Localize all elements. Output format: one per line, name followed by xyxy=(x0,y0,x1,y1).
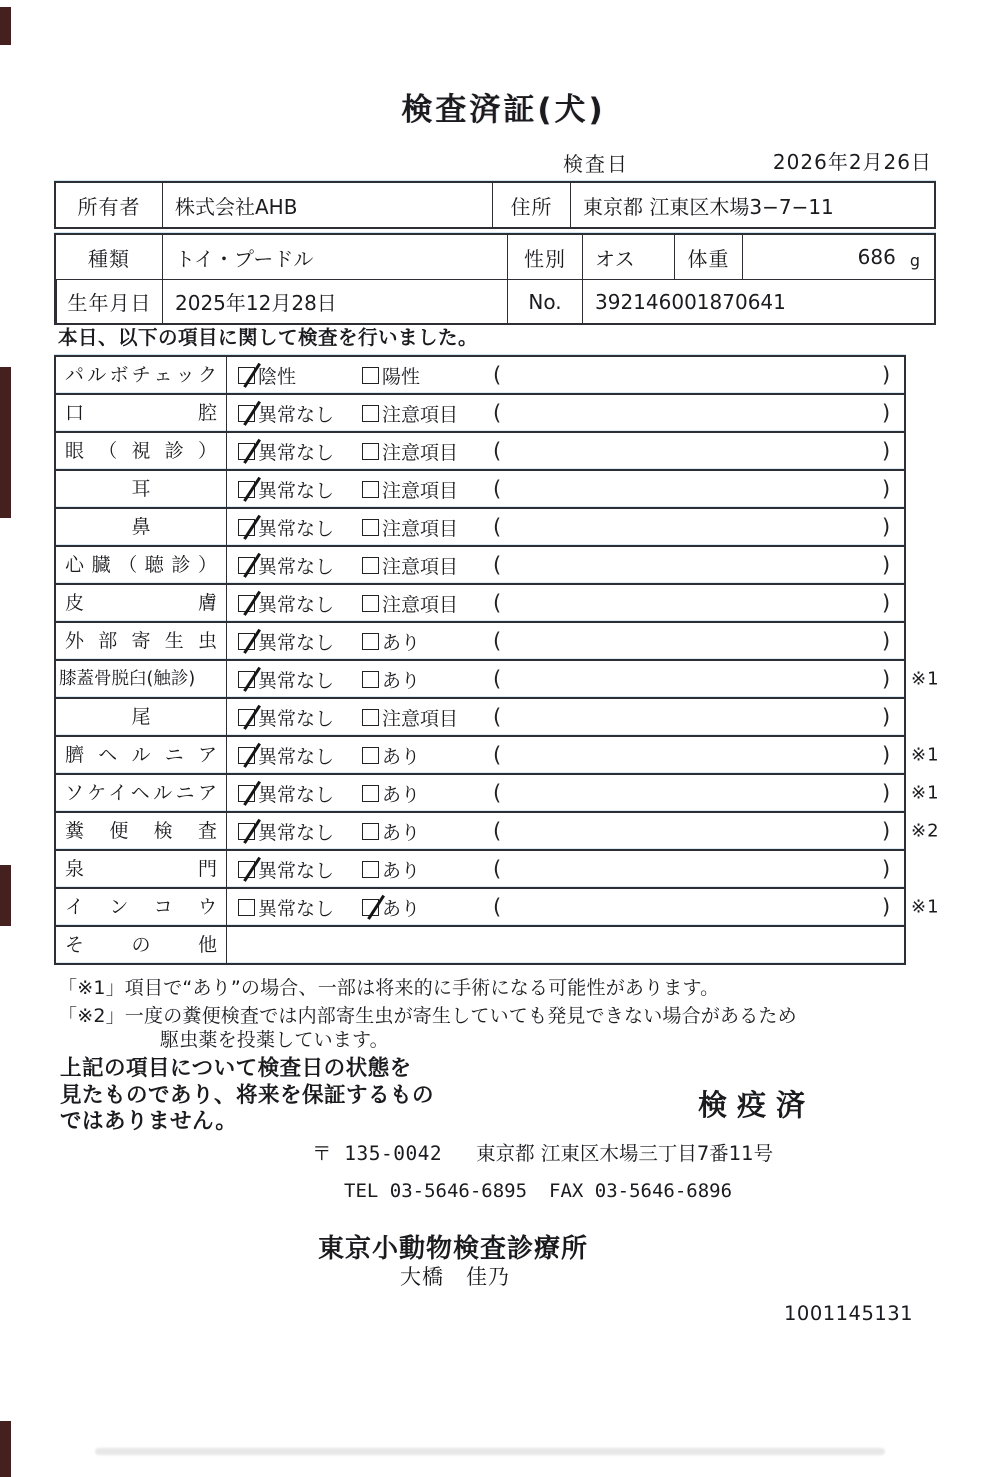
checklist-item-label: 耳 xyxy=(56,471,227,507)
checkbox-option1 xyxy=(238,633,255,650)
checklist-item-label: 鼻 xyxy=(56,509,227,545)
clinic-address: 東京都 江東区木場三丁目7番11号 xyxy=(476,1142,774,1165)
checkbox-option2 xyxy=(362,405,379,422)
serial-number: 1001145131 xyxy=(784,1302,914,1325)
paren-close-mark: ) xyxy=(882,743,891,767)
info-table xyxy=(54,233,936,325)
veterinarian-name: 大橋 佳乃 xyxy=(400,1265,510,1289)
checkbox-option2 xyxy=(362,899,379,916)
paren-open-mark: ( xyxy=(493,819,502,843)
checkbox-option1 xyxy=(238,405,255,422)
paren-open-mark: ( xyxy=(493,363,502,387)
paren-open-mark: ( xyxy=(493,857,502,881)
paren-open-mark: ( xyxy=(493,515,502,539)
weight-unit: g xyxy=(909,250,920,270)
checklist-row xyxy=(56,431,904,469)
checkbox-option2 xyxy=(362,519,379,536)
paren-open-mark: ( xyxy=(493,401,502,425)
paren-close-mark: ) xyxy=(882,401,891,425)
paren-close-mark: ) xyxy=(882,857,891,881)
disclaimer-line-3: ではありません。 xyxy=(60,1109,238,1134)
checkbox-option2 xyxy=(362,785,379,802)
intro-text: 本日、以下の項目に関して検査を行いました。 xyxy=(58,326,479,349)
quarantine-stamp: 検疫済 xyxy=(698,1088,816,1122)
paren-close-mark: ) xyxy=(882,439,891,463)
footnote-ref: ※1 xyxy=(911,782,940,804)
checkbox-option2 xyxy=(362,747,379,764)
checklist-row xyxy=(56,925,904,963)
inspection-date-label: 検査日 xyxy=(563,152,629,176)
checkbox-option1 xyxy=(238,823,255,840)
no-label: No. xyxy=(507,279,582,323)
checklist-item-label: ソケイヘルニア xyxy=(56,775,227,811)
checklist-item-label: 皮膚 xyxy=(56,585,227,621)
checkbox-option1 xyxy=(238,367,255,384)
option2-label: 注意項目 xyxy=(382,441,459,464)
paren-close-mark: ) xyxy=(882,667,891,691)
checklist-item-label: 臍ヘルニア xyxy=(56,737,227,773)
checklist-item-options xyxy=(227,813,940,849)
birth-label: 生年月日 xyxy=(56,279,162,323)
option2-label: あり xyxy=(382,669,421,692)
option2-label: あり xyxy=(382,783,421,806)
checklist-row xyxy=(56,773,940,811)
checkbox-option2 xyxy=(362,823,379,840)
option1-label: 異常なし xyxy=(258,593,335,616)
checklist-item-options xyxy=(227,623,904,659)
paren-open-mark: ( xyxy=(493,477,502,501)
checkbox-option1 xyxy=(238,443,255,460)
address-label: 住所 xyxy=(492,183,570,227)
checklist-item-options xyxy=(227,775,940,811)
checkbox-option2 xyxy=(362,557,379,574)
checkbox-option2 xyxy=(362,861,379,878)
checkbox-option1 xyxy=(238,557,255,574)
paren-open-mark: ( xyxy=(493,439,502,463)
checklist-item-options xyxy=(227,889,940,925)
checkbox-option1 xyxy=(238,861,255,878)
footnote-ref: ※1 xyxy=(911,896,940,918)
checkbox-option2 xyxy=(362,633,379,650)
inspection-date-value: 2026年2月26日 xyxy=(772,150,932,174)
checklist-item-options xyxy=(227,851,904,887)
checklist-item-options xyxy=(227,661,940,697)
scan-artifact xyxy=(0,865,11,926)
option2-label: 注意項目 xyxy=(382,593,459,616)
checklist-item-options xyxy=(227,433,904,469)
option1-label: 異常なし xyxy=(258,479,335,502)
footnote-ref: ※2 xyxy=(911,820,940,842)
option1-label: 異常なし xyxy=(258,859,335,882)
paren-open-mark: ( xyxy=(493,667,502,691)
checklist-item-label: 尾 xyxy=(56,699,227,735)
checkbox-option2 xyxy=(362,443,379,460)
checklist-item-label: 膝蓋骨脱臼(触診) xyxy=(56,661,227,697)
breed-value: トイ・プードル xyxy=(162,235,507,279)
checklist-item-options xyxy=(227,737,940,773)
checklist-item-options xyxy=(227,927,904,963)
checklist-row xyxy=(56,583,904,621)
paren-close-mark: ) xyxy=(882,363,891,387)
checklist-item-label: インコウ xyxy=(56,889,227,925)
checklist-item-label: 口腔 xyxy=(56,395,227,431)
option2-label: あり xyxy=(382,745,421,768)
clinic-contact-line xyxy=(344,1180,732,1202)
checkbox-option2 xyxy=(362,367,379,384)
footnote-ref: ※1 xyxy=(911,668,940,690)
breed-label: 種類 xyxy=(88,246,130,271)
paren-close-mark: ) xyxy=(882,591,891,615)
footnote-1: 「※1」項目で“あり”の場合、一部は将来的に手術になる可能性があります。 xyxy=(58,977,720,999)
paren-close-mark: ) xyxy=(882,515,891,539)
checklist-row xyxy=(56,697,904,735)
option1-label: 異常なし xyxy=(258,897,335,920)
no-value: 392146001870641 xyxy=(582,279,934,323)
page-title: 検査済証(犬) xyxy=(401,92,606,128)
option1-label: 異常なし xyxy=(258,669,335,692)
option2-label: あり xyxy=(382,631,421,654)
checkbox-option1 xyxy=(238,671,255,688)
option2-label: 陽性 xyxy=(382,365,421,388)
option1-label: 異常なし xyxy=(258,555,335,578)
checklist-item-label: その他 xyxy=(56,927,227,963)
paren-close-mark: ) xyxy=(882,781,891,805)
checkbox-option1 xyxy=(238,481,255,498)
checklist-row xyxy=(56,659,940,697)
checklist-row xyxy=(56,393,904,431)
clinic-address-line xyxy=(312,1138,773,1166)
checklist-row xyxy=(56,507,904,545)
checklist-item-label: パルボチェック xyxy=(56,357,227,393)
checklist-row xyxy=(56,357,904,393)
paren-open-mark: ( xyxy=(493,629,502,653)
checklist-table xyxy=(54,355,940,965)
option1-label: 異常なし xyxy=(258,821,335,844)
checklist-row xyxy=(56,849,904,887)
option2-label: あり xyxy=(382,897,421,920)
checklist-item-options xyxy=(227,699,904,735)
footnote-ref: ※1 xyxy=(911,744,940,766)
checklist-item-options xyxy=(227,395,904,431)
option1-label: 異常なし xyxy=(258,441,335,464)
checklist-item-options xyxy=(227,585,904,621)
paren-open-mark: ( xyxy=(493,781,502,805)
option1-label: 異常なし xyxy=(258,745,335,768)
checklist-row xyxy=(56,469,904,507)
checklist-item-options xyxy=(227,471,904,507)
clinic-fax: FAX 03-5646-6896 xyxy=(549,1180,733,1202)
checklist-item-label: 外部寄生虫 xyxy=(56,623,227,659)
paren-close-mark: ) xyxy=(882,819,891,843)
owner-label: 所有者 xyxy=(77,194,141,219)
checklist-row xyxy=(56,621,904,659)
option2-label: あり xyxy=(382,859,421,882)
owner-table xyxy=(54,181,936,229)
owner-value: 株式会社AHB xyxy=(162,183,492,227)
checklist-item-options xyxy=(227,547,904,583)
checkbox-option1 xyxy=(238,899,255,916)
checklist-row xyxy=(56,811,940,849)
clinic-tel: TEL 03-5646-6895 xyxy=(344,1180,528,1202)
paren-close-mark: ) xyxy=(882,553,891,577)
checklist-item-label: 眼（視診） xyxy=(56,433,227,469)
paren-close-mark: ) xyxy=(882,895,891,919)
checklist-item-label: 泉門 xyxy=(56,851,227,887)
paren-close-mark: ) xyxy=(882,629,891,653)
paren-close-mark: ) xyxy=(882,705,891,729)
sex-label: 性別 xyxy=(507,235,582,279)
checkbox-option2 xyxy=(362,481,379,498)
disclaimer-line-1: 上記の項目について検査日の状態を xyxy=(60,1056,412,1081)
option2-label: 注意項目 xyxy=(382,517,459,540)
option1-label: 異常なし xyxy=(258,517,335,540)
option1-label: 異常なし xyxy=(258,783,335,806)
option2-label: 注意項目 xyxy=(382,479,459,502)
paren-open-mark: ( xyxy=(493,591,502,615)
footnote-2: 「※2」一度の糞便検査では内部寄生虫が寄生していても発見できない場合があるため xyxy=(58,1005,797,1027)
option2-label: 注意項目 xyxy=(382,707,459,730)
scan-artifact xyxy=(0,1421,11,1477)
option1-label: 陰性 xyxy=(258,365,297,388)
footnote-2-cont: 駆虫薬を投薬しています。 xyxy=(160,1029,389,1051)
paren-open-mark: ( xyxy=(493,553,502,577)
sex-value: オス xyxy=(582,235,674,279)
checklist-item-options xyxy=(227,357,904,393)
checkbox-option1 xyxy=(238,709,255,726)
scan-artifact xyxy=(0,367,11,518)
checkbox-option1 xyxy=(238,747,255,764)
birth-value: 2025年12月28日 xyxy=(162,279,507,323)
option1-label: 異常なし xyxy=(258,403,335,426)
option2-label: 注意項目 xyxy=(382,403,459,426)
checkbox-option1 xyxy=(238,595,255,612)
option2-label: あり xyxy=(382,821,421,844)
weight-label: 体重 xyxy=(674,235,742,279)
option2-label: 注意項目 xyxy=(382,555,459,578)
clinic-name: 東京小動物検査診療所 xyxy=(318,1234,589,1264)
option1-label: 異常なし xyxy=(258,707,335,730)
checklist-item-options xyxy=(227,509,904,545)
weight-value: 686 xyxy=(857,245,896,269)
checklist-row xyxy=(56,545,904,583)
paren-close-mark: ) xyxy=(882,477,891,501)
disclaimer-text xyxy=(60,1056,434,1136)
checkbox-option2 xyxy=(362,709,379,726)
checklist-row xyxy=(56,735,940,773)
checklist-row xyxy=(56,887,940,925)
checkbox-option1 xyxy=(238,785,255,802)
disclaimer-line-2: 見たものであり、将来を保証するもの xyxy=(60,1082,435,1108)
checklist-item-label: 心臓（聴診） xyxy=(56,547,227,583)
scan-smudge xyxy=(95,1448,885,1455)
checklist-item-label: 糞便検査 xyxy=(56,813,227,849)
postal-code: 〒 135-0042 xyxy=(312,1142,443,1165)
checkbox-option2 xyxy=(362,671,379,688)
checkbox-option2 xyxy=(362,595,379,612)
checkbox-option1 xyxy=(238,519,255,536)
option1-label: 異常なし xyxy=(258,631,335,654)
paren-open-mark: ( xyxy=(493,895,502,919)
scan-artifact xyxy=(0,7,11,45)
address-value: 東京都 江東区木場3−7−11 xyxy=(570,183,934,227)
weight-value-cell xyxy=(742,235,934,279)
paren-open-mark: ( xyxy=(493,743,502,767)
paren-open-mark: ( xyxy=(493,705,502,729)
